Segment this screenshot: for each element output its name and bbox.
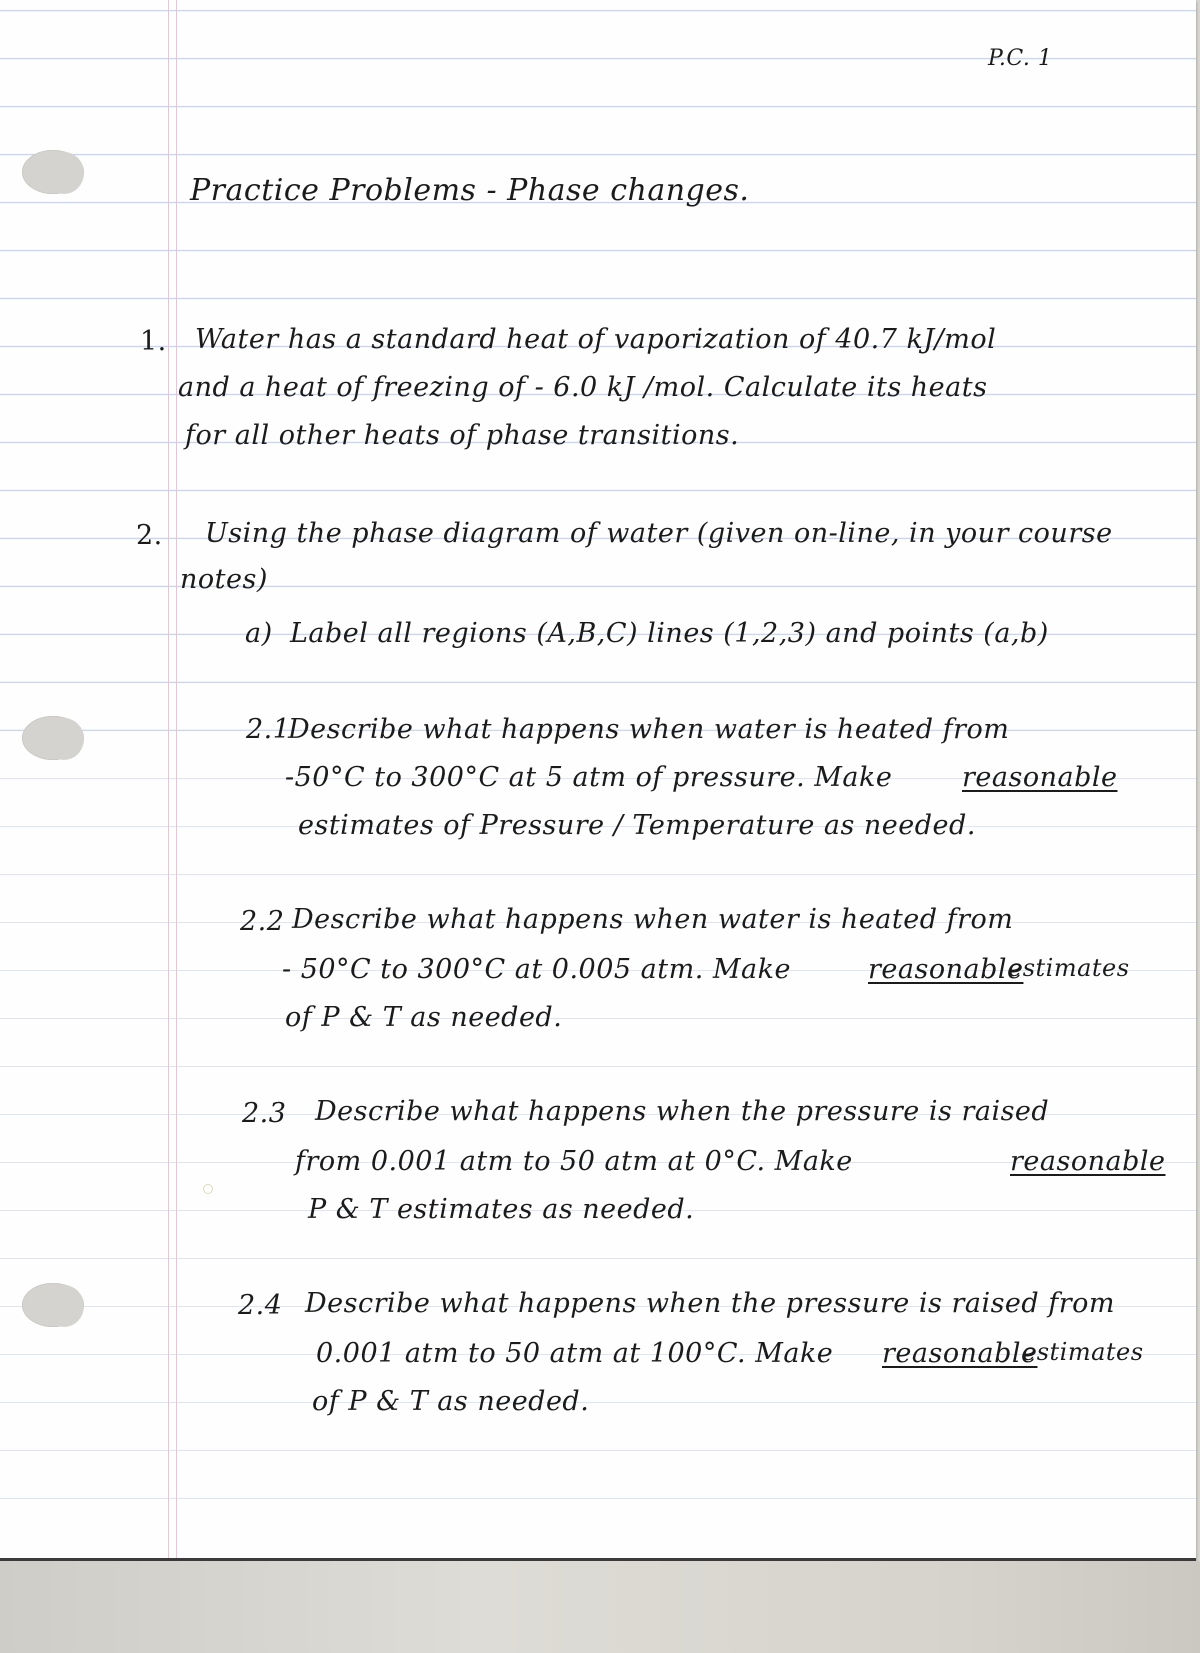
part-text-line: 0.001 atm to 50 atm at 100°C. Make (316, 1338, 834, 1369)
underlined-word: reasonable (962, 762, 1118, 793)
part-text-line: P & T estimates as needed. (308, 1194, 695, 1225)
margin-line-right (176, 0, 177, 1558)
part-label: 2.1 (246, 714, 291, 745)
problem-text-line: Using the phase diagram of water (given on-line, in your course (205, 518, 1113, 549)
problem-text-line: Water has a standard heat of vaporization of 40.7 kJ/mol (195, 324, 997, 355)
part-label: 2.4 (238, 1290, 283, 1321)
part-text-line: Describe what happens when water is heated from (288, 714, 1010, 745)
page-title: Practice Problems - Phase changes. (190, 173, 750, 208)
problem-number: 2. (136, 520, 163, 551)
page-number: P.C. 1 (988, 46, 1053, 71)
part-label: 2.3 (242, 1098, 287, 1129)
problem-text-line: for all other heats of phase transitions. (185, 420, 740, 451)
part-text-line: -50°C to 300°C at 5 atm of pressure. Make (285, 762, 893, 793)
scanner-background (0, 1561, 1200, 1653)
punch-hole-middle (22, 716, 84, 760)
paper-mark (203, 1184, 213, 1194)
part-text-line: Describe what happens when the pressure is raised from (305, 1288, 1116, 1319)
part-text-line: estimates of Pressure / Temperature as needed. (298, 810, 976, 841)
punch-hole-bottom (22, 1283, 84, 1327)
problem-number: 1. (140, 326, 167, 357)
part-label: 2.2 (240, 906, 285, 937)
punch-hole-top (22, 150, 84, 194)
problem-text-line: and a heat of freezing of - 6.0 kJ /mol. Calculate its heats (178, 372, 988, 403)
part-text-line: of P & T as needed. (285, 1002, 563, 1033)
part-text-line: from 0.001 atm to 50 atm at 0°C. Make (295, 1146, 853, 1177)
margin-line-left (168, 0, 169, 1558)
problem-text-line: notes) (180, 564, 268, 595)
part-text-line: Describe what happens when the pressure is raised (315, 1096, 1050, 1127)
part-text-line: of P & T as needed. (312, 1386, 590, 1417)
part-text-line: Describe what happens when water is heated from (292, 904, 1014, 935)
part-text-line: - 50°C to 300°C at 0.005 atm. Make (282, 954, 791, 985)
underlined-word: reasonable (1010, 1146, 1166, 1177)
part-label: a) (245, 618, 273, 649)
part-text-line: estimates (1008, 954, 1130, 982)
part-text-line: estimates (1022, 1338, 1144, 1366)
underlined-word: reasonable (868, 954, 1024, 985)
underlined-word: reasonable (882, 1338, 1038, 1369)
part-text-line: Label all regions (A,B,C) lines (1,2,3) and points (a,b) (290, 618, 1049, 649)
